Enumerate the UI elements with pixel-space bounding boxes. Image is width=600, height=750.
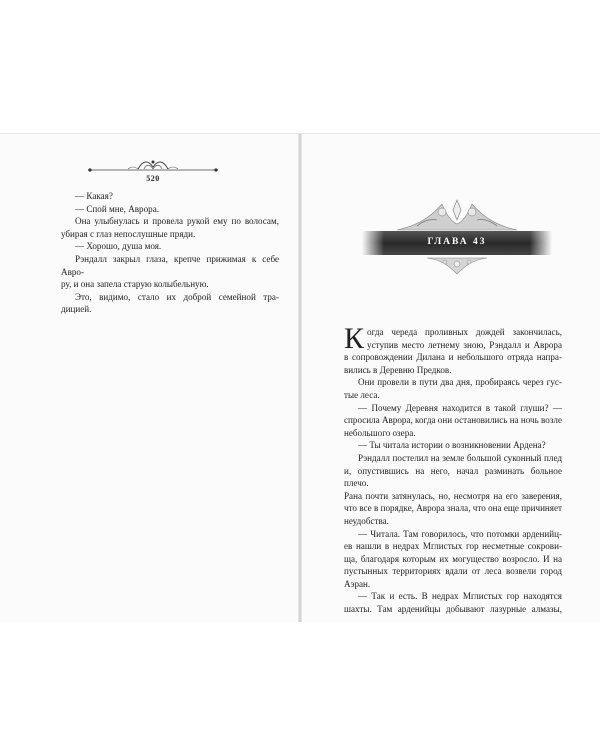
line: огда череда проливных дождей закончилась,	[367, 327, 562, 337]
line: Рана почти затянулась, но, несмотря на его заверения,	[344, 490, 562, 501]
header-ornament-icon	[88, 156, 218, 176]
chapter-ornament-bottom-icon	[417, 256, 497, 276]
line: пустынных территориях вдали от леса возвели город	[344, 566, 562, 577]
line: вились в Деревню Предков.	[344, 364, 452, 375]
line: ща, благодаря которым их могущество возросло. И на	[344, 553, 562, 564]
chapter-heading	[362, 194, 552, 294]
line: — Ты читала истории о возникновении Ардена?	[358, 440, 546, 451]
line: тые леса.	[344, 389, 380, 400]
paragraph: — Хорошо, душа моя.	[75, 241, 162, 252]
line: — Читала. Там говорилось, что потомки арденийц-	[358, 528, 562, 539]
paragraph: дицией.	[61, 304, 92, 315]
chapter-ornament-top-icon	[387, 196, 527, 232]
paragraph: — Какая?	[75, 191, 113, 201]
paragraph: Она улыбнулась и провела рукой ему по волосам,	[75, 216, 279, 227]
chapter-title: ГЛАВА 43	[427, 237, 487, 247]
line: Они провели в пути два дня, пробираясь через гус-	[358, 377, 562, 388]
left-page-text	[61, 190, 279, 316]
paragraph: — Спой мне, Аврора.	[75, 203, 160, 214]
paragraph: ру, и она запела старую колыбельную.	[61, 279, 209, 290]
line: что все в порядке, Аврора знала, что она еще причиняет	[344, 503, 562, 514]
right-page	[302, 134, 600, 622]
line: Рэндалл постелил на земле большой суконный плед	[358, 452, 562, 463]
line: шахты. Там арденийцы добывают лазурные алмазы,	[344, 604, 562, 615]
line: уступив место летнему зною, Рэндалл и Аврора	[367, 339, 562, 350]
right-page-text	[344, 322, 562, 616]
paragraph: убирая с глаз непослушные пряди.	[61, 228, 196, 239]
line: — Так и есть. В недрах Мглистых гор находятся	[358, 591, 562, 602]
line: в сопровождении Дилана и небольшого отряда напра-	[344, 352, 562, 363]
paragraph: Рэндалл закрыл глаза, крепче прижимая к себе Авро-	[61, 253, 279, 277]
drop-cap: К	[344, 322, 365, 355]
line: ев нашли в недрах Мглистых гор несметные сокрови-	[344, 541, 562, 552]
left-page	[0, 134, 298, 622]
page-number: 520	[146, 174, 160, 183]
line: небольшого озера.	[344, 427, 416, 438]
book-spread	[0, 133, 600, 622]
line: Аэран.	[344, 578, 371, 589]
line: спросила Аврора, когда они остановились на ночь возле	[344, 415, 562, 426]
line: — Почему Деревня находится в такой глуши? —	[358, 402, 562, 413]
line: и, опустившись на него, начал разминать больное плечо.	[344, 465, 562, 489]
line: неудобства.	[344, 515, 389, 526]
paragraph: Это, видимо, стало их доброй семейной тра-	[75, 291, 279, 302]
